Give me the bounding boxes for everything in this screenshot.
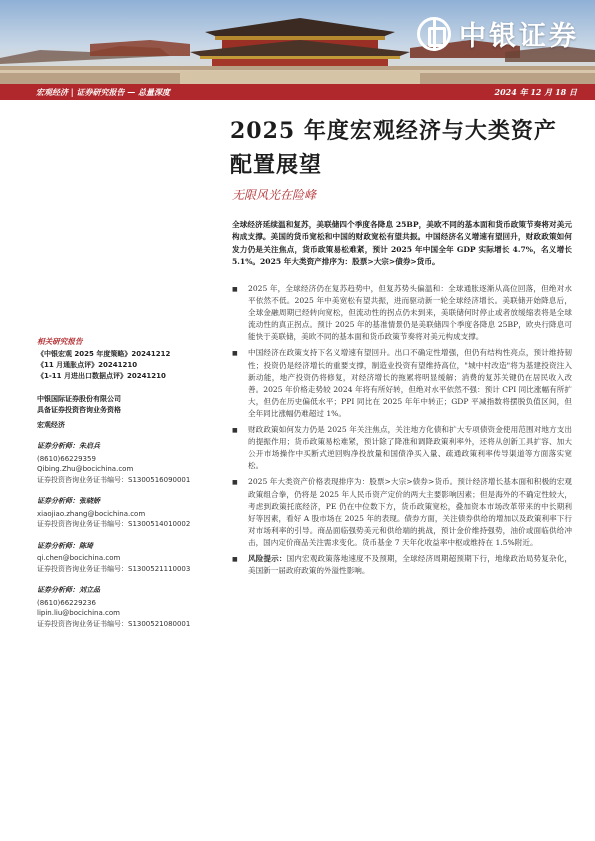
analyst-name: 证券分析师：朱启兵 bbox=[37, 442, 100, 450]
key-point-text: 2025 年大类资产价格表现排序为：股票>大宗>债券>货币。预计经济增长基本面和积极的宏观政策组合拳，仍将是 2025 年人民币资产定价的两大主要影响因素；但是海外的不确定性较大，考虑到政策托底经济，PE 仍在中位数下方，货币政策宽松，叠加资本市场改革带来的中长期利好等因素，看好 A 股市场在 2025 年的表现。债券方面，关注债券供给的增加以及政策利率下行对市场利率的引导。商品面临强势美元和供给端的挑战，预计金价维持强势，油价或面临供给冲击，国内定价商品关注需求变化。货币基金 7 天年化收益率中枢或维持在 1.5%附近。 bbox=[248, 477, 572, 547]
risk-warning-text: 国内宏观政策落地速度不及预期，全球经济周期超预期下行，地缘政治局势复杂化，美国新一届政府政策的外溢性影响。 bbox=[248, 553, 573, 576]
analyst-card bbox=[37, 585, 222, 629]
analyst-cert: 证券投资咨询业务证书编号：S1300514010002 bbox=[37, 520, 191, 528]
bullet-square-icon: ■ bbox=[232, 350, 238, 358]
report-category: 宏观经济 | 证券研究报告 — 总量深度 bbox=[36, 86, 171, 97]
risk-warning bbox=[232, 553, 572, 577]
boc-logo-icon bbox=[417, 17, 451, 51]
analyst-cert: 证券投资咨询业务证书编号：S1300521080001 bbox=[37, 619, 191, 628]
related-report-link[interactable]: 《11 月通胀点评》20241210 bbox=[37, 361, 138, 369]
key-point-text: 财政政策如何发力仍是 2025 年关注焦点，关注地方化债和扩大专项债资金使用范围对地方支出的提振作用；货币政策易松难紧，预计除了降准和调降政策利率外，还将从创新工具扩容、加大公开市场操作中买断式逆回购净投放量和国债净买入量、疏通政策利率传导渠道等方面落实宽松。 bbox=[248, 425, 572, 471]
brand-logo bbox=[417, 14, 579, 53]
analyst-email[interactable]: Qibing.Zhu@bocichina.com bbox=[37, 465, 134, 473]
brand-name: 中银证券 bbox=[459, 21, 579, 52]
analyst-card bbox=[37, 541, 222, 575]
analyst-name: 证券分析师：陈琦 bbox=[37, 541, 93, 550]
analyst-phone: (8610)66229236 bbox=[37, 598, 96, 607]
header-strip bbox=[0, 84, 595, 100]
analyst-email[interactable]: lipin.liu@bocichina.com bbox=[37, 609, 120, 617]
analyst-card bbox=[37, 441, 222, 485]
analyst-name: 证券分析师：张晓娇 bbox=[37, 497, 100, 505]
key-point-text: 中国经济在政策支持下名义增速有望回升。出口不确定性增强，但仍有结构性亮点，预计维持韧性；投资仍是经济增长的重要支撑，制造业投资有望维持高位，"城中村改造"将为基建投资注入新动能，地产投资仍将修复，对经济增长的拖累将明显缓解；消费的复苏关键仍在居民收入改善。2025 年价格走势较 2024 年将有所好转，但绝对水平依然不强：预计 CPI 同比涨幅有所扩大，但仍在历史偏低水平；PPI 同比在 2025 年年中转正；GDP 平减指数将摆脱负值区间，但全年同比涨幅仍难超过 1%。 bbox=[248, 348, 572, 418]
key-point bbox=[232, 424, 572, 472]
company-qualification: 具备证券投资咨询业务资格 bbox=[37, 406, 121, 414]
related-report-link[interactable]: 《中银宏观 2025 年度策略》20241212 bbox=[37, 350, 171, 358]
sector-label: 宏观经济 bbox=[37, 421, 65, 429]
key-point-text: 2025 年，全球经济仍在复苏趋势中，但复苏势头偏温和：全球通胀逐渐从高位回落，但绝对水平依然不低。2025 年中美宽松有望共振，进而驱动新一轮全球经济增长。美联储开始降息后，全球金融周期已经转向宽松，但流动性的拐点仍未到来，美联储何时停止或者放缓缩表将是全球流动性的真正拐点。预计 2025 年的基准情景仍是美联储四个季度各降息 25BP，欧央行降息可能快于美联储，美欧不同的基本面和货币政策节奏将对美元构成支撑。 bbox=[248, 284, 572, 342]
key-points bbox=[232, 283, 572, 581]
bullet-square-icon: ■ bbox=[232, 286, 238, 293]
report-subtitle: 无限风光在险峰 bbox=[232, 188, 317, 202]
analyst-name: 证券分析师：刘立品 bbox=[37, 586, 100, 594]
company-name: 中银国际证券股份有限公司 bbox=[37, 395, 121, 403]
bullet-square-icon: ■ bbox=[232, 479, 238, 487]
related-report-link[interactable]: 《1-11 月进出口数据点评》20241210 bbox=[37, 372, 166, 380]
company-info bbox=[37, 394, 222, 416]
report-date: 2024 年 12 月 18 日 bbox=[494, 86, 577, 97]
key-point bbox=[232, 476, 572, 549]
bullet-square-icon: ■ bbox=[232, 427, 238, 435]
report-title: 2025 年度宏观经济与大类资产配置展望 bbox=[230, 118, 557, 178]
analyst-cert: 证券投资咨询业务证书编号：S1300521110003 bbox=[37, 564, 191, 573]
key-point bbox=[232, 347, 572, 420]
analyst-cert: 证券投资咨询业务证书编号：S1300516090001 bbox=[37, 475, 191, 484]
analyst-email[interactable]: xiaojiao.zhang@bocichina.com bbox=[37, 509, 146, 518]
key-point bbox=[232, 283, 572, 343]
risk-warning-body bbox=[248, 553, 572, 577]
header-banner bbox=[0, 0, 595, 84]
report-summary: 全球经济延续温和复苏，美联储四个季度各降息 25BP，美欧不同的基本面和货币政策节奏将对美元构成支撑。美国的货币宽松和中国的财政宽松有望共振。中国经济名义增速有望回升，财政政策如何发力仍是关注焦点，货币政策易松难紧，预计 2025 年中国全年 GDP 实际增长 4.7%，名义增长 5.1%。2025 年大类资产排序为：股票>大宗>债券>货币。 bbox=[232, 220, 572, 267]
analyst-card bbox=[37, 496, 222, 530]
analyst-email[interactable]: qi.chen@bocichina.com bbox=[37, 554, 121, 562]
bullet-square-icon: ■ bbox=[232, 555, 238, 563]
related-reports-title: 相关研究报告 bbox=[37, 337, 83, 346]
analyst-phone: (8610)66229359 bbox=[37, 454, 96, 463]
risk-warning-label: 风险提示： bbox=[248, 553, 287, 563]
sidebar bbox=[37, 336, 222, 629]
